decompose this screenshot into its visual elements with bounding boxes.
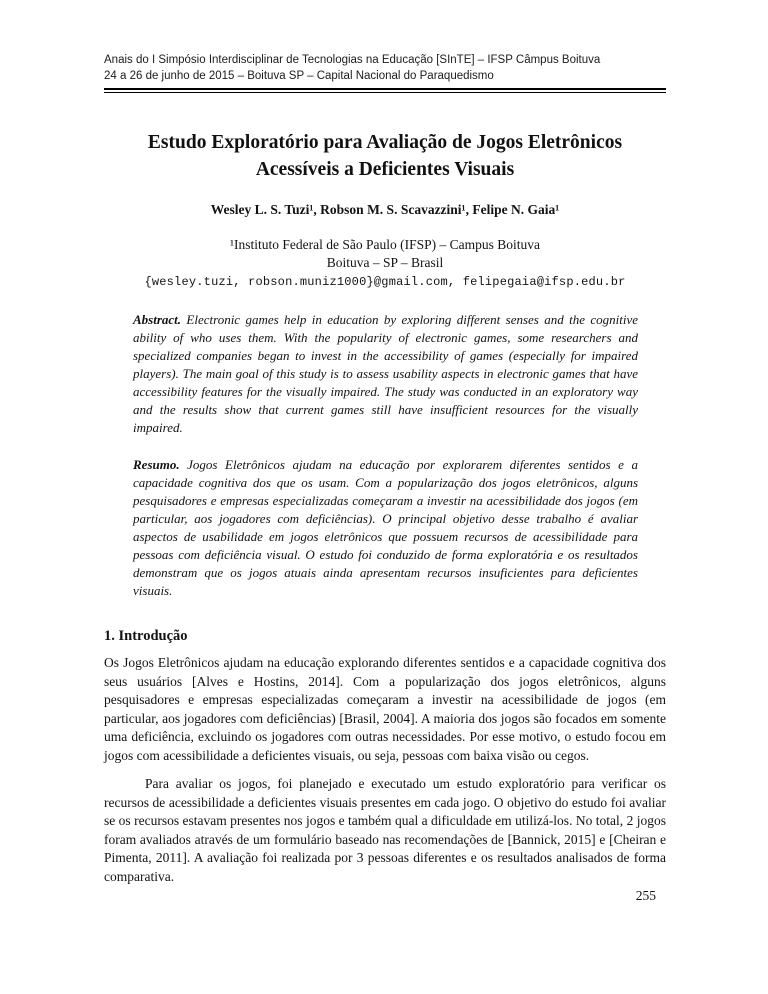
paper-title xyxy=(104,129,666,183)
affiliation-line2: Boituva – SP – Brasil xyxy=(326,255,444,270)
abstract-text: Electronic games help in education by exploring different senses and the cognitive ability of who uses them. With the popularity of electronic games, some researchers and specialized companies began to invest in the accessibility of games (especially for impaired players). The main goal of this study is to assess usability aspects in electronic games that have accessibility features for the visually impaired. The study was conducted in an exploratory way and the results show that current games still have insufficient resources for the visually impaired. xyxy=(133,312,638,435)
running-head-line2: 24 a 26 de junho de 2015 – Boituva SP – Capital Nacional do Paraquedismo xyxy=(104,70,494,82)
intro-paragraph-1: Os Jogos Eletrônicos ajudam na educação explorando diferentes sentidos e a capacidade cognitiva dos seus usuários [Alves e Hostins, 2014]. Com a popularização dos jogos eletrônicos, alguns pesquisadores e empresas especializadas começaram a investir na acessibilidade de jogos (em particular, aos jogadores com deficiências) [Brasil, 2004]. A maioria dos jogos são focados em somente uma deficiência, excluindo os jogadores com outras necessidades. Por esse motivo, o estudo focou em jogos com acessibilidade a deficientes visuais, ou seja, pessoas com baixa visão ou cegos. xyxy=(104,655,666,763)
resumo-paragraph xyxy=(133,456,638,600)
authors-line: Wesley L. S. Tuzi¹, Robson M. S. Scavazzini¹, Felipe N. Gaia¹ xyxy=(210,202,560,217)
author-emails: {wesley.tuzi, robson.muniz1000}@gmail.com, felipegaia@ifsp.edu.br xyxy=(144,275,626,289)
paper-page xyxy=(104,0,666,994)
running-head xyxy=(104,52,666,84)
header-rule-thick xyxy=(104,88,666,90)
paper-title-line1: Estudo Exploratório para Avaliação de Jogos Eletrônicos xyxy=(147,132,623,153)
header-rule xyxy=(104,88,666,93)
resumo-label: Resumo. xyxy=(133,457,180,472)
abstract-paragraph xyxy=(133,311,638,437)
header-rule-thin xyxy=(104,92,666,93)
resumo-text: Jogos Eletrônicos ajudam na educação por explorarem diferentes sentidos e a capacidade cognitiva dos que os usam. Com a popularização dos jogos eletrônicos, alguns pesquisadores e empresas especializadas começaram a investir na acessibilidade dos jogos (em particular, aos jogadores com deficiências). O principal objetivo desse trabalho é avaliar aspectos de usabilidade em jogos eletrônicos que possuem recursos de acessibilidade para pessoas com deficiência visual. O estudo foi conduzido de forma exploratória e os resultados demonstram que os jogos atuais ainda apresentam recursos insuficientes para deficientes visuais. xyxy=(133,457,638,598)
running-head-line1: Anais do I Simpósio Interdisciplinar de Tecnologias na Educação [SInTE] – IFSP Câmpus Boituva xyxy=(104,54,601,66)
paper-title-line2: Acessíveis a Deficientes Visuais xyxy=(255,159,515,180)
affiliation xyxy=(104,236,666,272)
abstract-label: Abstract. xyxy=(133,312,182,327)
section-heading-introducao: 1. Introdução xyxy=(104,628,188,644)
page-number: 255 xyxy=(635,888,656,903)
affiliation-line1: ¹Instituto Federal de São Paulo (IFSP) – Campus Boituva xyxy=(229,237,541,252)
intro-paragraph-2: Para avaliar os jogos, foi planejado e executado um estudo exploratório para verificar os recursos de acessibilidade a deficientes visuais presentes em cada jogo. O objetivo do estudo foi avaliar se os recursos estavam presentes nos jogos e também qual a dificuldade em utilizá-los. No total, 2 jogos foram avaliados através de um formulário baseado nas recomendações de [Bannick, 2015] e [Cheiran e Pimenta, 2011]. A avaliação foi realizada por 3 pessoas diferentes e os resultados analisados de forma comparativa. xyxy=(104,776,666,884)
